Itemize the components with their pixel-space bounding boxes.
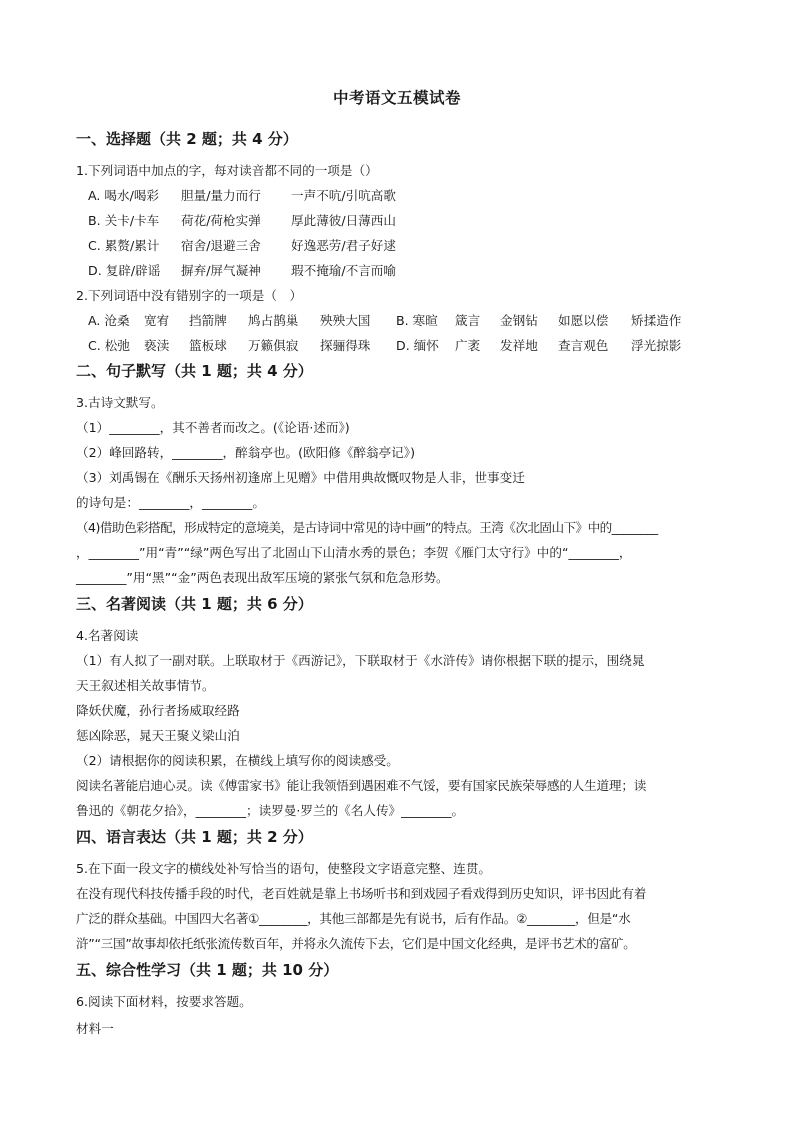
q2-a-1: A. 沧桑 <box>88 313 130 328</box>
q3-line-1: 3.古诗文默写。 <box>76 395 164 410</box>
q1-option-a-3: 一声不吭/引吭高歌 <box>291 188 396 203</box>
q1-option-d-1: D. 复辟/辟谣 <box>88 263 161 278</box>
question-1-stem: 1.下列词语中加点的字，每对读音都不同的一项是（） <box>76 163 378 178</box>
q1-option-d-2: 摒弃/屏气凝神 <box>181 263 261 278</box>
q2-a-2: 宽宥 <box>144 313 170 328</box>
q4-line-7: 阅读名著能启迪心灵。读《傅雷家书》能让我领悟到遇困难不气馁，要有国家民族荣辱感的人生道理；读 <box>76 778 647 793</box>
q4-line-6: （2）请根据你的阅读积累，在横线上填写你的阅读感受。 <box>76 753 399 768</box>
section-heading-recitation: 二、句子默写（共 1 题；共 4 分） <box>76 362 313 380</box>
q5-line-3: 广泛的群众基础。中国四大名著①________，其他三部都是先有说书，后有作品。②________，但是“水 <box>76 911 631 926</box>
q6-material-label: 材料一 <box>76 1021 114 1036</box>
q2-a-4: 鸠占鹊巢 <box>248 313 299 328</box>
q3-line-5: 的诗句是：________，________。 <box>76 495 265 510</box>
q2-b-2: 箴言 <box>455 313 481 328</box>
q2-d-3: 发祥地 <box>500 338 538 353</box>
q2-a-5: 殃殃大国 <box>320 313 371 328</box>
q4-couplet-upper: 降妖伏魔，孙行者扬威取经路 <box>76 703 240 718</box>
q2-c-3: 篮板球 <box>189 338 227 353</box>
q1-option-a-2: 胆量/量力而行 <box>181 188 261 203</box>
q3-line-6: （4)借助色彩搭配，形成特定的意境美，是古诗词中常见的诗中画”的特点。王湾《次北固山下》中的________ <box>76 520 658 535</box>
q5-line-2: 在没有现代科技传播手段的时代，老百姓就是靠上书场听书和到戏园子看戏得到历史知识，评书因此有着 <box>76 886 647 901</box>
section-heading-comprehensive: 五、综合性学习（共 1 题；共 10 分） <box>76 961 339 979</box>
q2-b-1: B. 寒暄 <box>396 313 438 328</box>
q2-b-4: 如愿以偿 <box>558 313 609 328</box>
q1-option-b-3: 厚此薄彼/日薄西山 <box>291 213 396 228</box>
q2-c-2: 亵渎 <box>144 338 170 353</box>
q2-b-5: 矫揉造作 <box>631 313 682 328</box>
q1-option-b-2: 荷花/荷枪实弹 <box>181 213 261 228</box>
q1-option-d-3: 瑕不掩瑜/不言而喻 <box>291 263 396 278</box>
q4-line-3: 天王叙述相关故事情节。 <box>76 678 215 693</box>
q1-option-a-1: A. 喝水/喝彩 <box>88 188 160 203</box>
q2-c-5: 探骊得珠 <box>320 338 371 353</box>
q2-d-1: D. 缅怀 <box>396 338 439 353</box>
q2-a-3: 挡箭牌 <box>189 313 227 328</box>
q4-line-2: （1）有人拟了一副对联。上联取材于《西游记》，下联取材于《水浒传》请你根据下联的提示，围绕晁 <box>76 653 645 668</box>
q1-option-c-2: 宿舍/退避三舍 <box>181 238 261 253</box>
q4-couplet-lower: 惩凶除恶，晁天王聚义梁山泊 <box>76 728 240 743</box>
q1-option-c-1: C. 累赘/累计 <box>88 238 160 253</box>
q3-line-4: （3）刘禹锡在《酬乐天扬州初逢席上见赠》中借用典故慨叹物是人非，世事变迁 <box>76 470 525 485</box>
q6-line-1: 6.阅读下面材料，按要求答题。 <box>76 994 252 1009</box>
q2-c-4: 万籁俱寂 <box>248 338 299 353</box>
q3-line-7: ，________”用“青”“绿”两色写出了北固山下山清水秀的景色；李贺《雁门太守行》中的“________， <box>76 545 632 560</box>
section-heading-choice: 一、选择题（共 2 题；共 4 分） <box>76 130 298 148</box>
q2-d-2: 广袤 <box>455 338 481 353</box>
section-heading-classics: 三、名著阅读（共 1 题；共 6 分） <box>76 595 313 613</box>
q1-option-b-1: B. 关卡/卡车 <box>88 213 160 228</box>
q2-d-5: 浮光掠影 <box>631 338 682 353</box>
q4-line-1: 4.名著阅读 <box>76 628 139 643</box>
question-2-stem: 2.下列词语中没有错别字的一项是（ ） <box>76 288 303 303</box>
q4-line-8: 鲁迅的《朝花夕拾》，________；读罗曼·罗兰的《名人传》________。 <box>76 803 465 818</box>
q3-line-8: ________”用“黑”“金”两色表现出敌军压境的紧张气氛和危急形势。 <box>76 570 449 585</box>
q2-b-3: 金钢钻 <box>500 313 538 328</box>
section-heading-expression: 四、语言表达（共 1 题；共 2 分） <box>76 828 313 846</box>
q2-d-4: 查言观色 <box>558 338 609 353</box>
q3-line-2: （1）________，其不善者而改之。(《论语·述而》) <box>76 420 350 435</box>
page-title: 中考语文五模试卷 <box>332 89 461 107</box>
q1-option-c-3: 好逸恶劳/君子好逑 <box>291 238 396 253</box>
q5-line-1: 5.在下面一段文字的横线处补写恰当的语句，使整段文字语意完整、连贯。 <box>76 861 492 876</box>
q5-line-4: 浒”“三国”故事却依托纸张流传数百年，并将永久流传下去，它们是中国文化经典，是评书艺术的富矿。 <box>76 936 636 951</box>
q2-c-1: C. 松弛 <box>88 338 130 353</box>
q3-line-3: （2）峰回路转，________，醉翁亭也。(欧阳修《醉翁亭记》) <box>76 445 415 460</box>
